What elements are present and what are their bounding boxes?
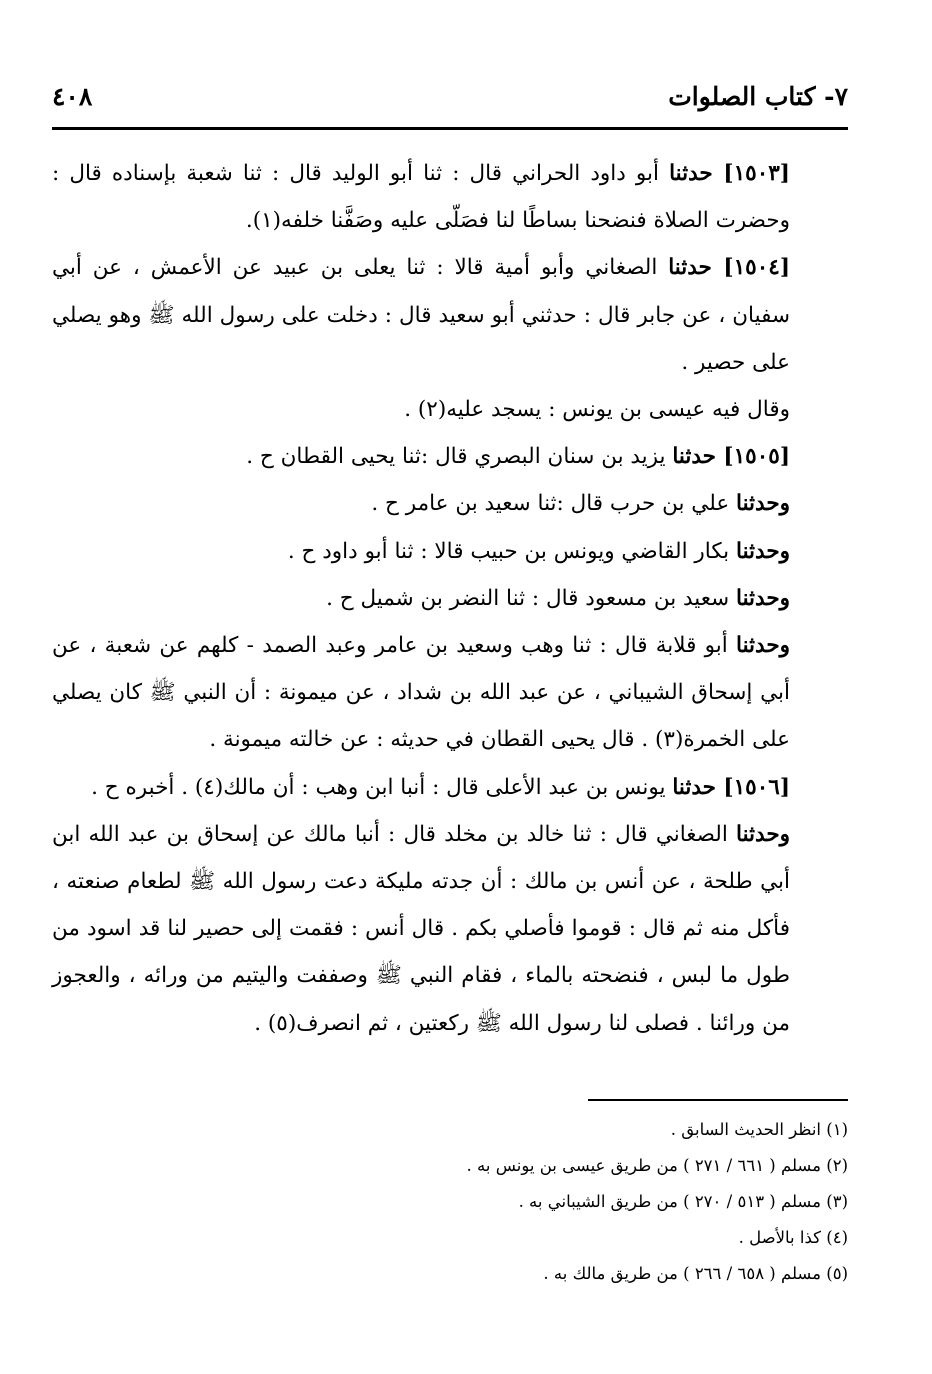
chain-paragraph (52, 622, 848, 764)
hadith-text: سعيد بن مسعود قال : ثنا النضر بن شميل ح . (326, 585, 737, 611)
hadith-text: الصغاني قال : ثنا خالد بن مخلد قال : أنبا مالك عن إسحاق بن عبد الله ابن أبي طلحة ، عن أنس بن مالك : أن جدته مليكة دعت رسول الله ﷺ لطعام صنعته ، فأكل منه ثم قال : قوموا فأصلي بكم . قال أنس : فقمت إلى حصير لنا قد اسود من طول ما لبس ، فنضحته بالماء ، فقام النبي ﷺ وصففت واليتيم من ورائه ، والعجوز من ورائنا . فصلى لنا رسول الله ﷺ ركعتين ، ثم انصرف(٥) . (52, 821, 790, 1036)
footnote-item: (٢) مسلم ( ٦٦١ / ٢٧١ ) من طريق عيسى بن يونس به . (466, 1156, 848, 1175)
footnote-item: (١) انظر الحديث السابق . (670, 1120, 848, 1139)
hadith-text: أبو قلابة قال : ثنا وهب وسعيد بن عامر وعبد الصمد - كلهم عن شعبة ، عن أبي إسحاق الشيباني ، عن عبد الله بن شداد ، عن ميمونة : أن النبي ﷺ كان يصلي على الخمرة(٣) . قال يحيى القطان في حديثه : عن خالته ميمونة . (52, 633, 790, 753)
hadith-text: وقال فيه عيسى بن يونس : يسجد عليه(٢) . (404, 397, 790, 423)
page-number: ٤٠٨ (52, 81, 93, 111)
header-divider (52, 127, 848, 130)
chain-paragraph (52, 811, 848, 1047)
hadith-1506 (52, 764, 848, 811)
hadith-1503 (52, 150, 848, 244)
hadith-text: بكار القاضي ويونس بن حبيب قالا : ثنا أبو داود ح . (287, 538, 737, 564)
footnotes (52, 1112, 848, 1292)
hadith-label: [١٥٠٦] حدثنا (672, 774, 790, 800)
chain-paragraph (52, 480, 848, 527)
hadith-text: علي بن حرب قال :ثنا سعيد بن عامر ح . (371, 491, 737, 517)
hadith-label: [١٥٠٥] حدثنا (672, 444, 790, 470)
hadith-label: [١٥٠٤] حدثنا (668, 255, 790, 281)
hadith-label: [١٥٠٣] حدثنا (669, 161, 790, 186)
hadith-1505 (52, 433, 848, 480)
hadith-1504 (52, 244, 848, 386)
hadith-text: أبو داود الحراني قال : ثنا أبو الوليد قال : ثنا شعبة بإسناده قال : وحضرت الصلاة فنضحنا بساطًا لنا فصَلّى عليه وصَفَّنا خلفه(١). (52, 161, 790, 234)
chapter-title: ٧- كتاب الصلوات (668, 81, 848, 111)
hadith-text: يونس بن عبد الأعلى قال : أنبا ابن وهب : أن مالك(٤) . أخبره ح . (91, 774, 673, 800)
main-text (52, 150, 848, 1047)
footnote-item: (٣) مسلم ( ٥١٣ / ٢٧٠ ) من طريق الشيباني به . (518, 1192, 848, 1211)
hadith-label: وحدثنا (736, 585, 790, 611)
hadith-label: وحدثنا (736, 821, 790, 847)
footnote-divider (588, 1099, 848, 1101)
hadith-label: وحدثنا (736, 491, 790, 517)
hadith-text: الصغاني وأبو أمية قالا : ثنا يعلى بن عبيد عن الأعمش ، عن أبي سفيان ، عن جابر قال : حدثني أبو سعيد قال : دخلت على رسول الله ﷺ وهو يصلي على حصير . (52, 255, 790, 375)
chain-paragraph (52, 575, 848, 622)
page-header (52, 74, 848, 118)
hadith-1504-note (52, 386, 848, 433)
footnote-item: (٥) مسلم ( ٦٥٨ / ٢٦٦ ) من طريق مالك به . (543, 1264, 848, 1283)
hadith-label: وحدثنا (736, 633, 790, 659)
hadith-label: وحدثنا (736, 538, 790, 564)
hadith-text: يزيد بن سنان البصري قال :ثنا يحيى القطان ح . (246, 444, 673, 470)
chain-paragraph (52, 528, 848, 575)
footnote-item: (٤) كذا بالأصل . (738, 1228, 848, 1247)
